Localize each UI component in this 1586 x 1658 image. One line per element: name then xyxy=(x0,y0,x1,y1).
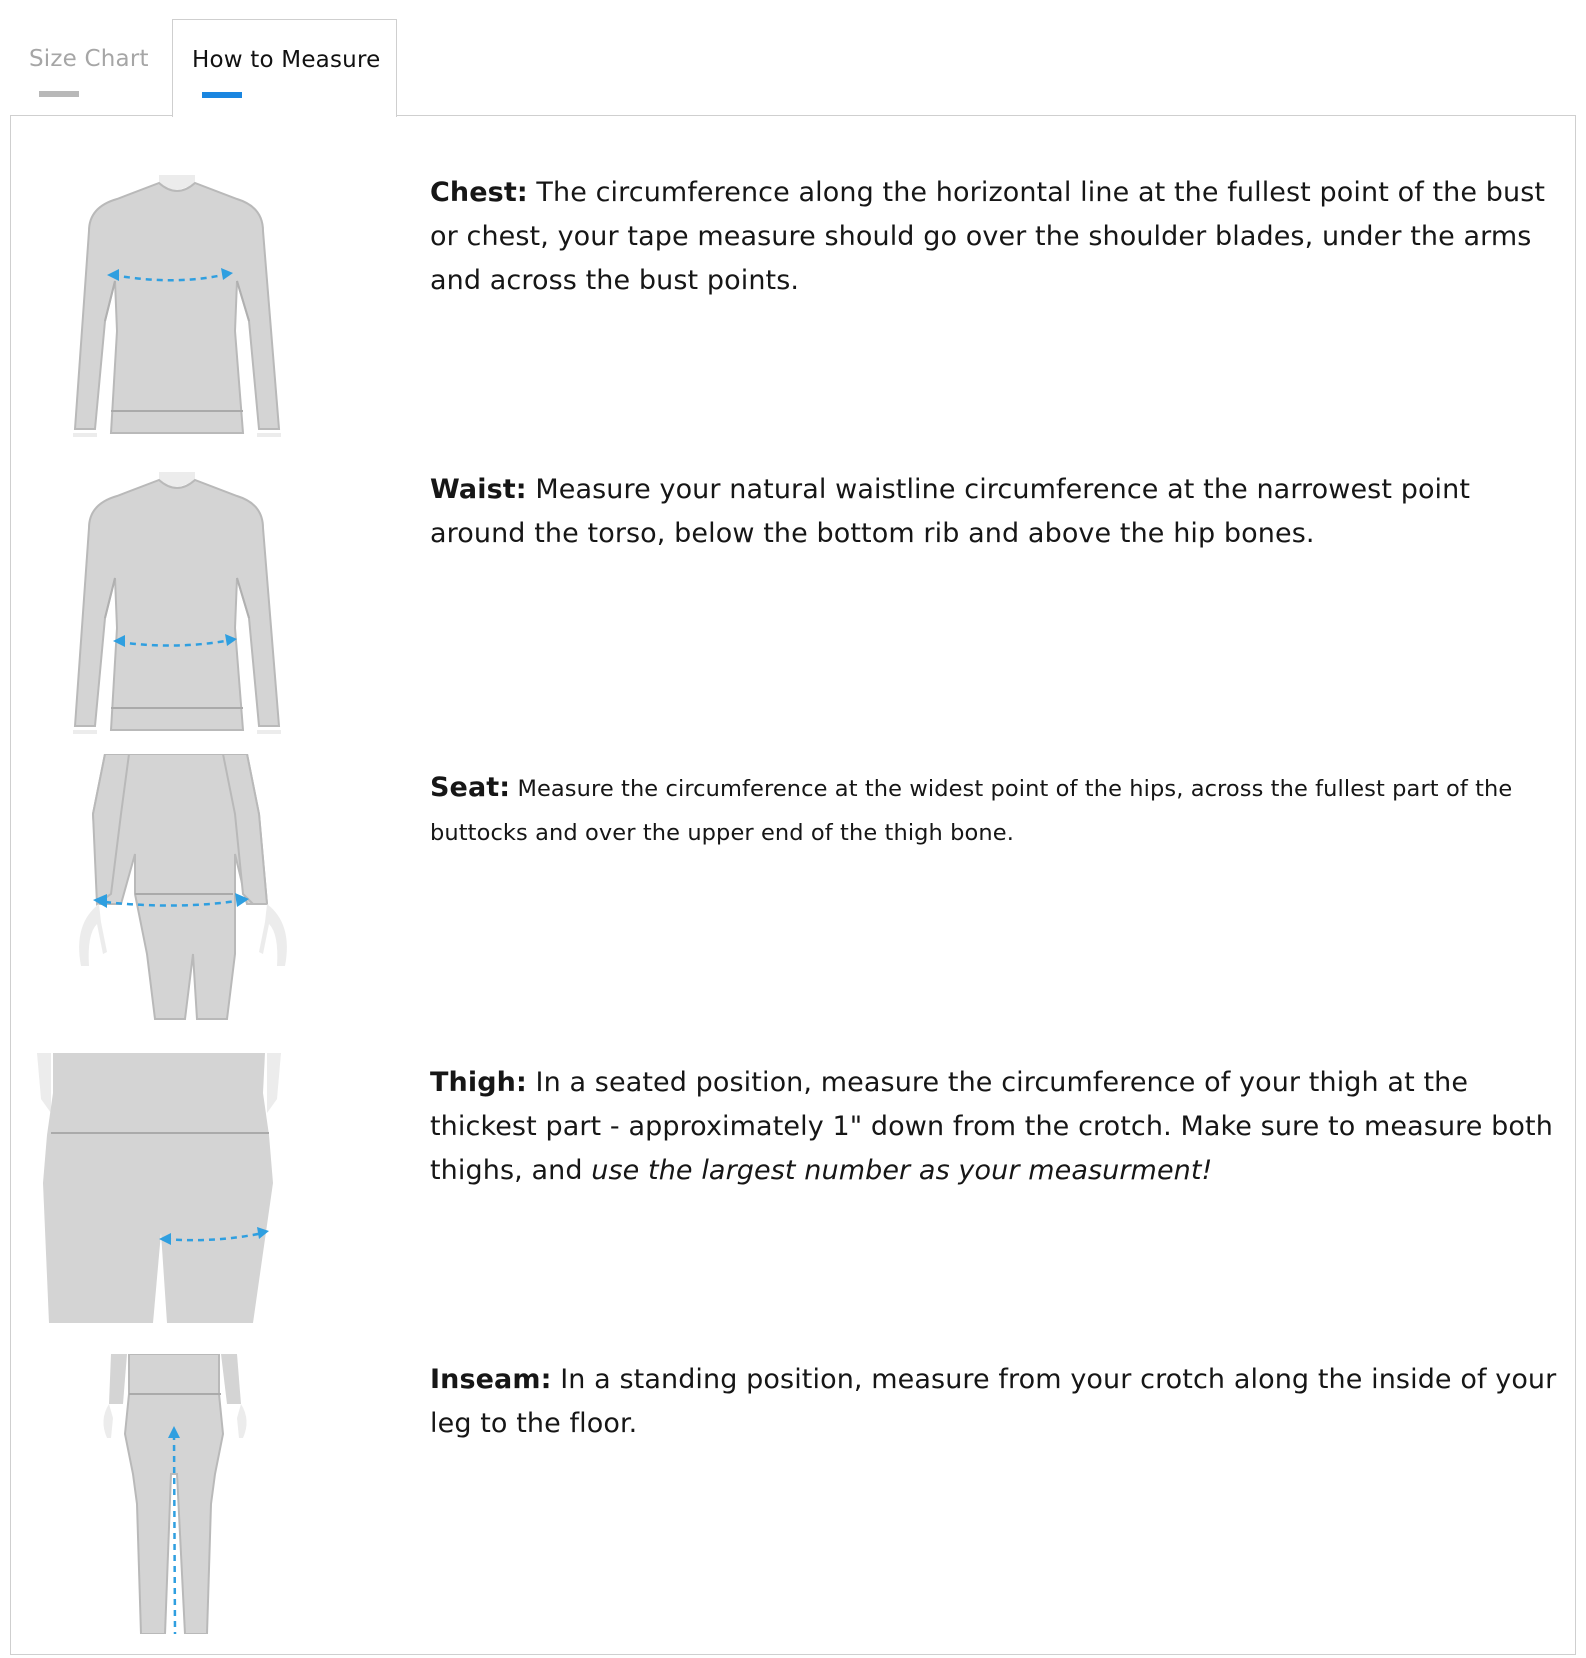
measurement-row-waist xyxy=(11,468,1577,768)
tab-size-chart-label: Size Chart xyxy=(29,46,149,72)
thigh-term: Thigh: xyxy=(430,1067,527,1098)
measurement-row-chest xyxy=(11,171,1577,471)
thigh-figure xyxy=(37,1053,307,1333)
chest-figure xyxy=(37,171,307,451)
tab-size-chart-indicator xyxy=(39,91,79,97)
thigh-emphasis: use the largest number as your measurment! xyxy=(591,1155,1213,1186)
waist-description xyxy=(430,468,1560,556)
waist-figure xyxy=(37,468,307,748)
inseam-term: Inseam: xyxy=(430,1364,552,1395)
how-to-measure-panel xyxy=(10,115,1576,1655)
waist-term: Waist: xyxy=(430,474,527,505)
tab-how-to-measure-indicator xyxy=(202,92,242,98)
seat-text: Measure the circumference at the widest point of the hips, across the fullest part of the buttocks and over the upper end of the thigh bone. xyxy=(430,776,1513,846)
inseam-illustration xyxy=(37,1354,307,1634)
tab-size-chart[interactable] xyxy=(10,19,173,115)
measurement-row-thigh xyxy=(11,1061,1577,1361)
waist-illustration xyxy=(37,468,307,748)
inseam-text: In a standing position, measure from your crotch along the inside of your leg to the floor. xyxy=(430,1364,1557,1439)
seat-illustration xyxy=(37,754,307,1034)
chest-text: The circumference along the horizontal line at the fullest point of the bust or chest, your tape measure should go over the shoulder blades, under the arms and across the bust points. xyxy=(430,177,1546,296)
waist-text: Measure your natural waistline circumference at the narrowest point around the torso, below the bottom rib and above the hip bones. xyxy=(430,474,1471,549)
tab-how-to-measure[interactable] xyxy=(172,19,397,117)
chest-description xyxy=(430,171,1560,303)
seat-term: Seat: xyxy=(430,772,511,803)
inseam-figure xyxy=(37,1354,307,1634)
inseam-description xyxy=(430,1358,1560,1446)
tab-how-to-measure-label: How to Measure xyxy=(192,47,381,73)
chest-term: Chest: xyxy=(430,177,528,208)
seat-description xyxy=(430,766,1560,854)
measurement-row-inseam xyxy=(11,1358,1577,1658)
measurement-row-seat xyxy=(11,766,1577,1066)
thigh-description xyxy=(430,1061,1560,1193)
thigh-illustration xyxy=(37,1053,307,1333)
tab-bar xyxy=(10,19,1576,115)
seat-figure xyxy=(37,754,307,1034)
chest-illustration xyxy=(37,171,307,451)
thigh-text: In a seated position, measure the circumference of your thigh at the thickest part - approximately 1" down from the crotch. Make sure to measure both thighs, and xyxy=(430,1067,1553,1186)
